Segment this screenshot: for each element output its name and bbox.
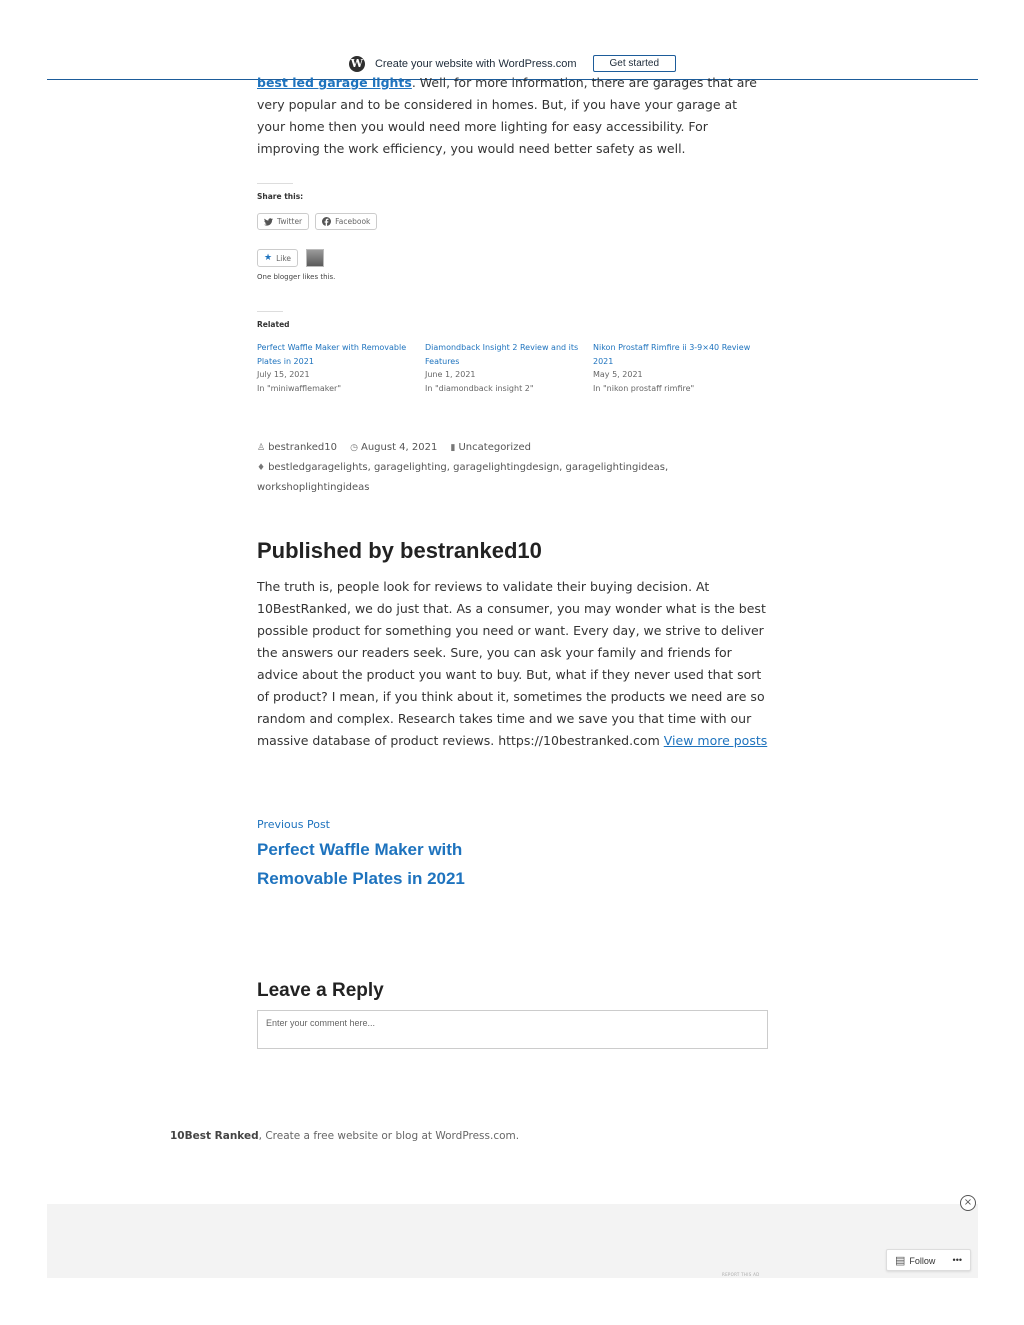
tag-link[interactable]: garagelighting — [373, 462, 447, 473]
article-paragraph — [257, 72, 769, 160]
meta-date[interactable]: August 4, 2021 — [361, 442, 438, 453]
folder-icon: ▮ — [450, 443, 456, 453]
previous-post-label[interactable]: Previous Post — [257, 818, 330, 831]
like-label: Like — [276, 253, 292, 263]
follow-label: Follow — [909, 1255, 936, 1266]
related-item-title[interactable]: Diamondback Insight 2 Review and its Features — [425, 343, 579, 366]
site-footer — [170, 1130, 519, 1142]
like-count-note: One blogger likes this. — [257, 273, 336, 281]
previous-post-title[interactable]: Perfect Waffle Maker with Removable Plates in 2021 — [257, 840, 465, 888]
report-ad-link[interactable]: REPORT THIS AD — [722, 1272, 760, 1277]
footer-text[interactable]: , Create a free website or blog at WordPress.com. — [258, 1130, 520, 1142]
tag-link[interactable]: garagelightingdesign — [453, 462, 560, 473]
footer-site-name[interactable]: 10Best Ranked — [170, 1130, 259, 1142]
reader-icon: ▤ — [895, 1254, 906, 1267]
meta-category[interactable]: Uncategorized — [458, 442, 531, 453]
facebook-label: Facebook — [335, 217, 371, 226]
related-item-title[interactable]: Perfect Waffle Maker with Removable Plates in 2021 — [257, 343, 407, 366]
twitter-icon — [264, 218, 273, 226]
share-section — [257, 183, 769, 230]
follow-button[interactable] — [886, 1249, 971, 1271]
like-button[interactable] — [257, 249, 298, 267]
related-item — [425, 341, 593, 395]
clock-icon: ◷ — [350, 443, 358, 453]
like-section — [257, 249, 769, 281]
banner-message[interactable]: Create your website with WordPress.com — [374, 57, 577, 70]
tag-icon: ♦ — [257, 463, 266, 473]
twitter-label: Twitter — [277, 217, 303, 226]
more-options-icon[interactable]: ••• — [952, 1255, 962, 1265]
tag-link[interactable]: workshoplightingideas — [257, 482, 370, 493]
related-item-date: May 5, 2021 — [593, 370, 643, 379]
facebook-icon — [322, 217, 331, 226]
post-navigation — [257, 818, 769, 893]
author-box — [257, 538, 769, 752]
ad-area — [47, 1204, 978, 1278]
author-title: Published by bestranked10 — [257, 538, 542, 563]
best-led-garage-lights-link[interactable]: best led garage lights — [257, 75, 412, 90]
share-heading: Share this: — [257, 183, 293, 201]
facebook-share-button[interactable] — [315, 213, 377, 230]
author-bio — [257, 576, 769, 752]
avatar[interactable] — [306, 249, 324, 267]
related-item-category: In "nikon prostaff rimfire" — [593, 383, 695, 393]
related-item-category: In "miniwafflemaker" — [257, 383, 341, 393]
tag-link[interactable]: bestledgaragelights — [268, 462, 368, 473]
reply-heading: Leave a Reply — [257, 980, 384, 1001]
related-item-date: June 1, 2021 — [425, 370, 476, 379]
close-icon[interactable]: × — [960, 1195, 976, 1211]
comment-input[interactable]: Enter your comment here... — [257, 1010, 768, 1049]
related-item-title[interactable]: Nikon Prostaff Rimfire ii 3-9×40 Review 2021 — [593, 343, 751, 366]
twitter-share-button[interactable] — [257, 213, 309, 230]
user-icon: ♙ — [257, 443, 266, 453]
related-item — [593, 341, 761, 395]
meta-author[interactable]: bestranked10 — [268, 442, 337, 453]
tag-link[interactable]: garagelightingideas — [565, 462, 665, 473]
wordpress-logo-icon: W — [350, 57, 364, 70]
related-heading: Related — [257, 311, 283, 329]
related-item-date: July 15, 2021 — [257, 370, 310, 379]
related-item-category: In "diamondback insight 2" — [425, 383, 534, 393]
related-posts — [257, 311, 769, 395]
reply-section — [257, 980, 769, 1049]
author-bio-text: The truth is, people look for reviews to validate their buying decision. At 10BestRanked, we do just that. As a consumer, you may wonder what is the best possible product for something you need or want. Every day, we strive to deliver the answers our readers seek. Sure, you can ask your family and friends for advice about the product you want to buy. But, what if they never used that sort of product? I mean, if you think about it, sometimes the products we need are so random and complex. Research takes time and we save you that time with our massive database of product reviews. https://10bestranked.com — [257, 579, 766, 748]
get-started-button[interactable]: Get started — [593, 55, 676, 72]
star-icon: ★ — [264, 253, 273, 263]
article-text: . Well, for more information, there are garages that are very popular and to be considered in homes. But, if you have your garage at your home then you would need more lighting for easy accessibility. For improving the work efficiency, you would need better safety as well. — [257, 75, 757, 156]
related-item — [257, 341, 425, 395]
view-more-posts-link[interactable]: View more posts — [663, 733, 768, 748]
post-meta: ♙ bestranked10 ◷ August 4, 2021 ▮ Uncategorized ♦ bestledgaragelights, garagelighting, garagelightingdesign, garagelightingideas, workshoplightingideas — [257, 442, 669, 493]
